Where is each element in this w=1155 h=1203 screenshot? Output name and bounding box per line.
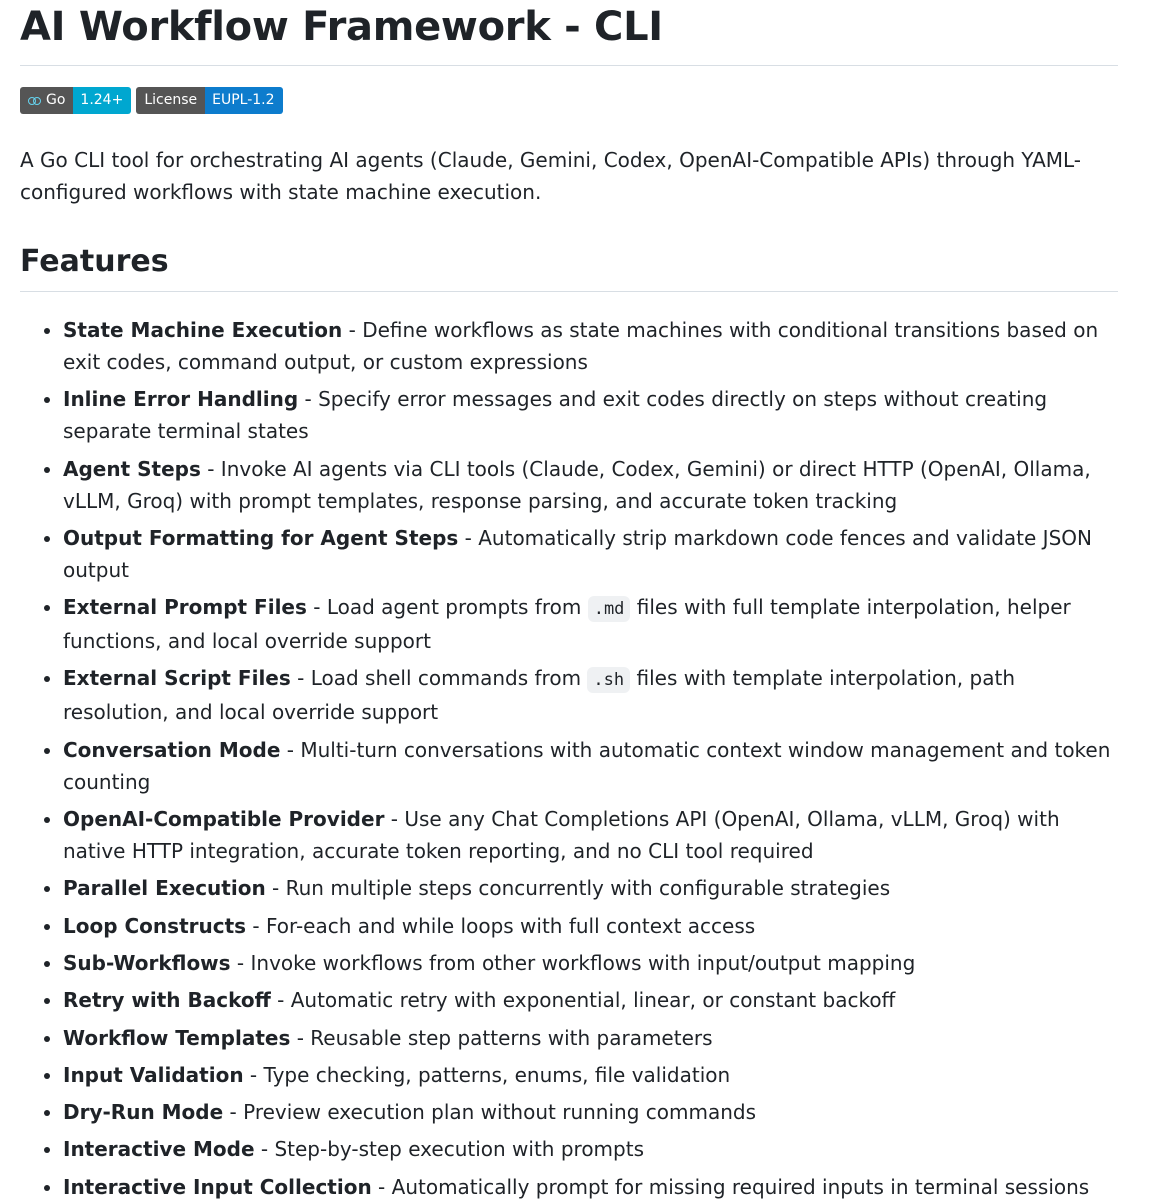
feature-name: Agent Steps bbox=[63, 456, 201, 481]
go-gopher-icon bbox=[28, 97, 41, 105]
feature-desc: - Use any Chat Completions API (OpenAI, Ollama, vLLM, Groq) with native HTTP integration, accurate token reporting, and no CLI tool required bbox=[63, 807, 1060, 864]
list-item bbox=[63, 383, 1118, 447]
feature-name: State Machine Execution bbox=[63, 318, 343, 342]
inline-code: .md bbox=[588, 596, 631, 622]
feature-desc: - Load agent prompts from bbox=[306, 595, 588, 620]
list-item bbox=[63, 1096, 1118, 1128]
list-item bbox=[63, 984, 1118, 1016]
list-item bbox=[63, 872, 1118, 904]
feature-desc: - Preview execution plan without running commands bbox=[223, 1100, 756, 1125]
feature-desc: - Reusable step patterns with parameters bbox=[290, 1025, 713, 1050]
list-item bbox=[63, 314, 1118, 378]
feature-name: OpenAI-Compatible Provider bbox=[63, 807, 385, 832]
feature-name: Interactive Input Collection bbox=[63, 1174, 372, 1199]
list-item bbox=[63, 947, 1118, 979]
features-heading: Features bbox=[20, 242, 1118, 292]
feature-desc: - For-each and while loops with full context access bbox=[246, 913, 756, 938]
feature-desc: - Define workflows as state machines with conditional transitions based on exit codes, command output, or custom expressions bbox=[63, 318, 1099, 374]
feature-desc: - Run multiple steps concurrently with configurable strategies bbox=[265, 876, 891, 901]
license-badge-value: EUPL-1.2 bbox=[205, 87, 282, 114]
feature-name: Parallel Execution bbox=[63, 876, 266, 901]
feature-desc: files with full template interpolation, helper functions, and local override support bbox=[63, 595, 1071, 654]
list-item bbox=[63, 803, 1118, 867]
feature-name: Output Formatting for Agent Steps bbox=[63, 525, 459, 550]
license-badge-label: License bbox=[136, 87, 205, 114]
page-title: AI Workflow Framework - CLI bbox=[20, 0, 1118, 66]
intro-paragraph: A Go CLI tool for orchestrating AI agents (Claude, Gemini, Codex, OpenAI-Compatible APIs) through YAML-configured workflows with state machine execution. bbox=[20, 148, 1082, 204]
feature-desc: - Multi-turn conversations with automatic context window management and token counting bbox=[63, 737, 1111, 794]
badge-row bbox=[20, 87, 1118, 114]
feature-desc: - Invoke AI agents via CLI tools (Claude, Codex, Gemini) or direct HTTP (OpenAI, Ollama, vLLM, Groq) with prompt templates, response parsing, and accurate token tracking bbox=[63, 456, 1091, 513]
inline-code: .sh bbox=[587, 667, 630, 693]
list-item bbox=[63, 1059, 1118, 1091]
feature-desc: - Step-by-step execution with prompts bbox=[254, 1137, 644, 1162]
list-item bbox=[63, 910, 1118, 942]
feature-desc: - Type checking, patterns, enums, file validation bbox=[243, 1062, 731, 1087]
list-item bbox=[63, 662, 1118, 728]
feature-name: Interactive Mode bbox=[63, 1137, 255, 1162]
go-badge-label-text: Go bbox=[46, 92, 66, 108]
feature-name: Input Validation bbox=[63, 1062, 244, 1087]
feature-name: Inline Error Handling bbox=[63, 387, 299, 412]
list-item bbox=[63, 1022, 1118, 1054]
feature-name: External Prompt Files bbox=[63, 595, 307, 620]
go-badge-value: 1.24+ bbox=[73, 87, 131, 114]
feature-desc: files with template interpolation, path resolution, and local override support bbox=[63, 666, 1015, 725]
list-item bbox=[63, 1133, 1118, 1165]
feature-name: Loop Constructs bbox=[63, 913, 247, 938]
feature-desc: - Automatically strip markdown code fences and validate JSON output bbox=[63, 525, 1092, 582]
list-item bbox=[63, 453, 1118, 517]
feature-name: Retry with Backoff bbox=[63, 988, 271, 1013]
list-item bbox=[63, 734, 1118, 798]
license-badge[interactable] bbox=[136, 87, 282, 114]
feature-desc: - Specify error messages and exit codes directly on steps without creating separate terminal states bbox=[63, 387, 1048, 444]
feature-desc: - Automatically prompt for missing required inputs in terminal sessions bbox=[371, 1174, 1090, 1199]
go-badge-label bbox=[20, 87, 73, 114]
feature-desc: - Load shell commands from bbox=[290, 666, 588, 691]
go-version-badge[interactable] bbox=[20, 87, 131, 114]
list-item bbox=[63, 522, 1118, 586]
feature-desc: - Invoke workflows from other workflows with input/output mapping bbox=[230, 950, 916, 975]
feature-name: Workflow Templates bbox=[63, 1025, 291, 1050]
list-item bbox=[63, 591, 1118, 657]
features-list bbox=[20, 314, 1118, 1203]
feature-name: Sub-Workflows bbox=[63, 950, 231, 975]
feature-desc: - Automatic retry with exponential, linear, or constant backoff bbox=[270, 988, 896, 1013]
feature-name: Conversation Mode bbox=[63, 737, 281, 762]
feature-name: External Script Files bbox=[63, 666, 291, 691]
feature-name: Dry-Run Mode bbox=[63, 1100, 224, 1125]
